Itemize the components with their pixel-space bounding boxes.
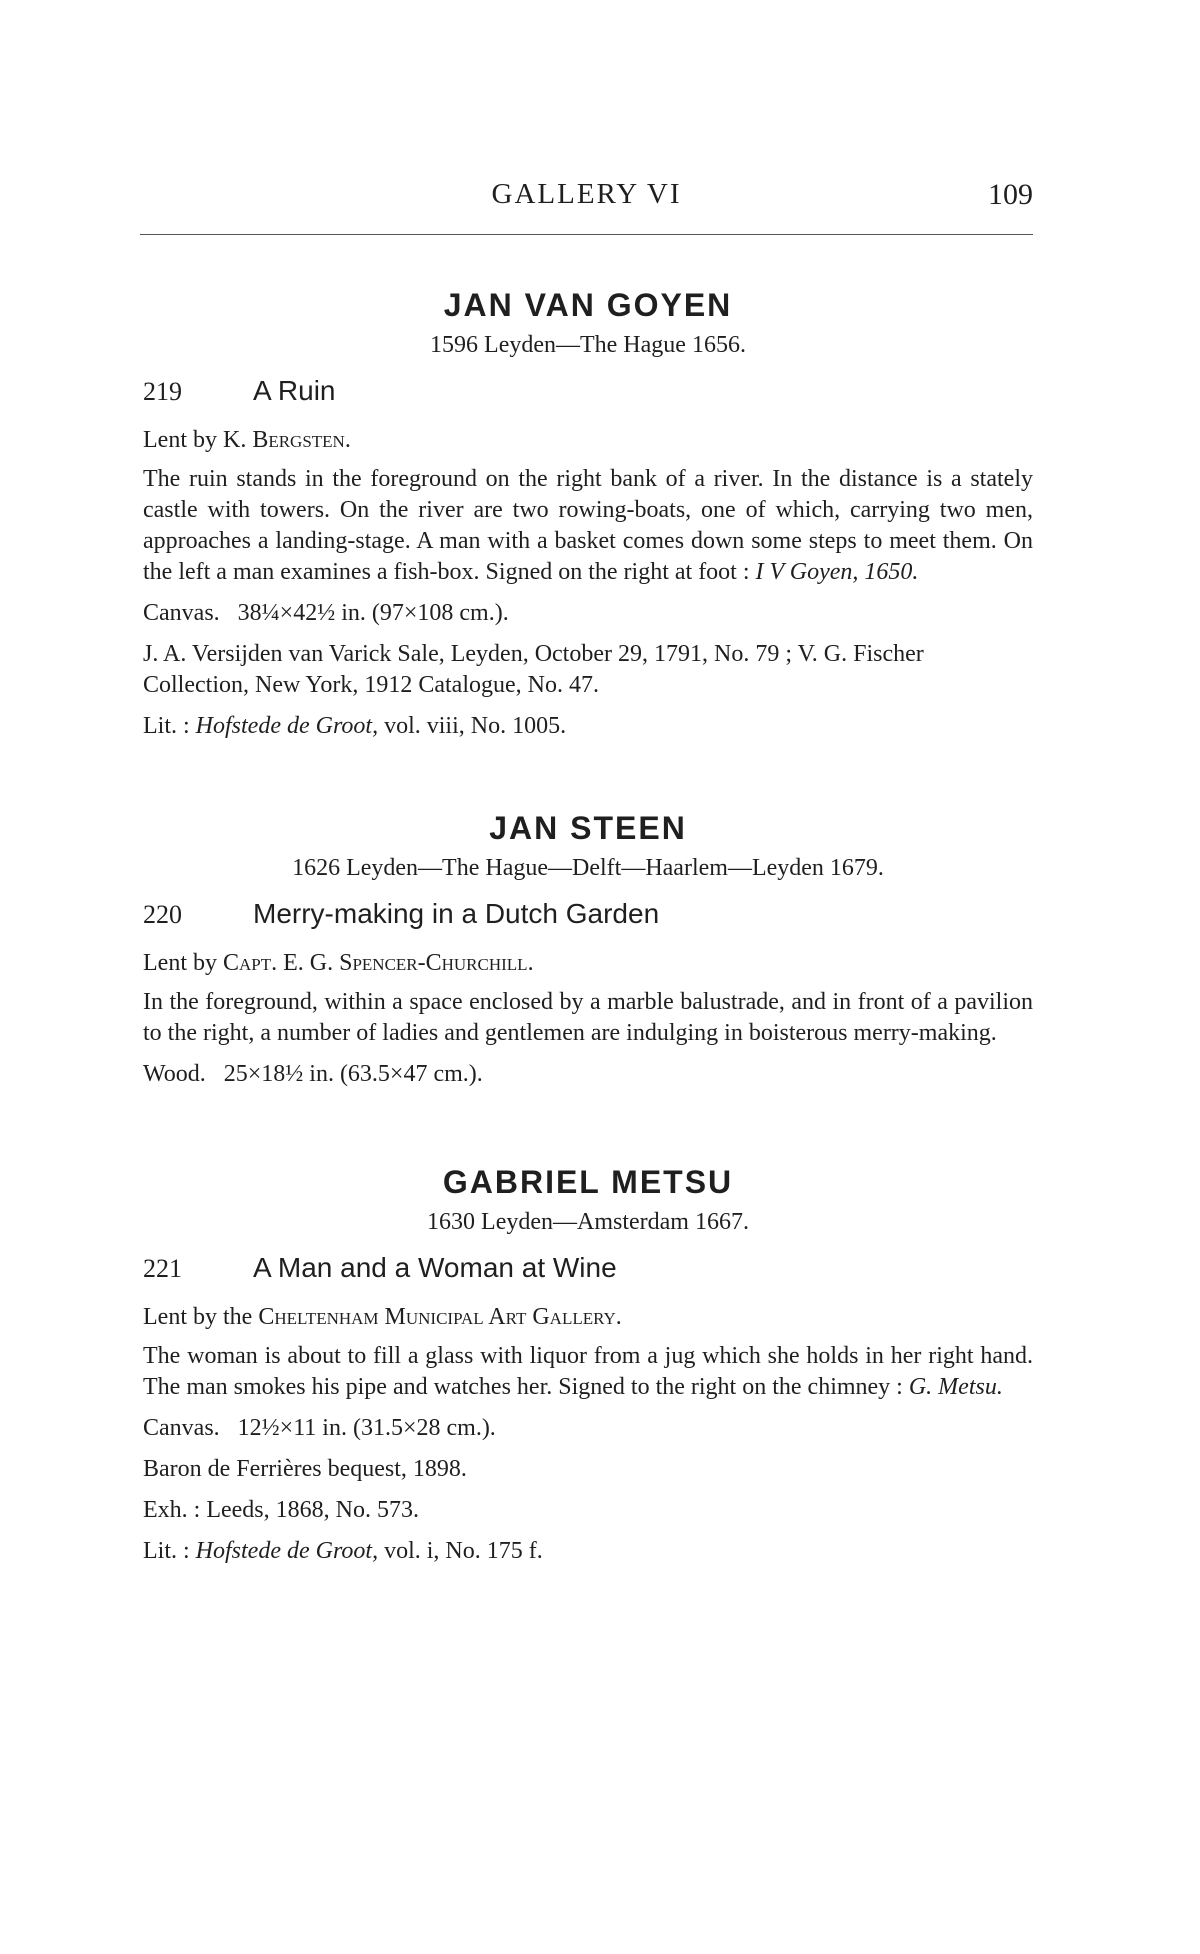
entry-heading: [143, 894, 1033, 935]
catalogue-number: 219: [143, 377, 182, 406]
artist-section-van-goyen: [143, 285, 1033, 742]
medium: Wood.: [143, 1061, 206, 1087]
signature-text: I V Goyen, 1650.: [755, 559, 919, 585]
page-content: [143, 285, 1033, 1567]
description: [143, 1341, 1033, 1403]
lit-work: Hofstede de Groot,: [195, 713, 379, 739]
lender-line: [143, 1301, 1033, 1333]
artist-section-steen: [143, 808, 1033, 1090]
page-number: 109: [988, 178, 1033, 211]
lender-line: [143, 947, 1033, 979]
lender-prefix: Lent by: [143, 427, 217, 453]
lender-prefix: Lent by the: [143, 1304, 253, 1330]
lit-prefix: Lit. :: [143, 713, 190, 739]
catalogue-number: 221: [143, 1254, 182, 1283]
lender-line: [143, 424, 1033, 456]
description: In the foreground, within a space enclosed by a marble balustrade, and in front of a pavilion to the right, a number of ladies and gentlemen are indulging in boisterous merry-making.: [143, 989, 1033, 1046]
medium-line: [143, 1413, 1033, 1444]
medium-line: [143, 1059, 1033, 1090]
dimensions: 38¼×42½ in. (97×108 cm.).: [237, 600, 509, 626]
artist-name: GABRIEL METSU: [442, 1164, 734, 1200]
painting-title: A Ruin: [253, 375, 336, 406]
lender-name: Cheltenham Municipal Art Gallery.: [258, 1304, 622, 1330]
lender-prefix: Lent by: [143, 950, 217, 976]
painting-title: Merry-making in a Dutch Garden: [253, 898, 660, 929]
artist-name: JAN VAN GOYEN: [443, 287, 733, 323]
description-text: The ruin stands in the foreground on the right bank of a river. In the distance is a stately castle with towers. On the river are two rowing-boats, one of which, carrying two men, approaches a landing-stage. A man with a basket comes down some steps to meet them. On the left a man examines a fish-box. Signed on the right at foot :: [143, 466, 1033, 585]
dimensions: 12½×11 in. (31.5×28 cm.).: [237, 1415, 496, 1441]
page-header: [140, 178, 1033, 218]
lender-name: K. Bergsten.: [222, 427, 351, 453]
medium: Canvas.: [143, 1415, 220, 1441]
header-rule: [140, 234, 1033, 235]
artist-dates: 1626 Leyden—The Hague—Delft—Haarlem—Leyden 1679.: [292, 855, 884, 881]
literature-line: [143, 711, 1033, 742]
artist-dates: 1630 Leyden—Amsterdam 1667.: [427, 1209, 749, 1235]
literature-line: [143, 1536, 1033, 1567]
artist-name: JAN STEEN: [489, 810, 687, 846]
provenance: J. A. Versijden van Varick Sale, Leyden, October 29, 1791, No. 79 ; V. G. Fischer Collection, New York, 1912 Catalogue, No. 47.: [143, 641, 924, 698]
lit-ref: vol. i, No. 175 f.: [384, 1538, 543, 1564]
medium: Canvas.: [143, 600, 220, 626]
entry-heading: [143, 371, 1033, 412]
medium-line: [143, 598, 1033, 629]
lit-ref: vol. viii, No. 1005.: [384, 713, 567, 739]
dimensions: 25×18½ in. (63.5×47 cm.).: [223, 1061, 483, 1087]
description: [143, 464, 1033, 588]
artist-dates: 1596 Leyden—The Hague 1656.: [430, 332, 746, 358]
running-title: GALLERY VI: [491, 178, 682, 210]
artist-section-metsu: [143, 1162, 1033, 1567]
description-text: The woman is about to fill a glass with liquor from a jug which she holds in her right hand. The man smokes his pipe and watches her. Signed to the right on the chimney :: [143, 1343, 1033, 1400]
catalogue-number: 220: [143, 900, 182, 929]
painting-title: A Man and a Woman at Wine: [253, 1252, 617, 1283]
lit-prefix: Lit. :: [143, 1538, 190, 1564]
signature-text: G. Metsu.: [908, 1374, 1003, 1400]
entry-heading: [143, 1248, 1033, 1289]
provenance: Baron de Ferrières bequest, 1898.: [143, 1456, 467, 1482]
lit-work: Hofstede de Groot,: [195, 1538, 379, 1564]
lender-name: Capt. E. G. Spencer-Churchill.: [222, 950, 534, 976]
exhibition-line: Exh. : Leeds, 1868, No. 573.: [143, 1497, 419, 1523]
